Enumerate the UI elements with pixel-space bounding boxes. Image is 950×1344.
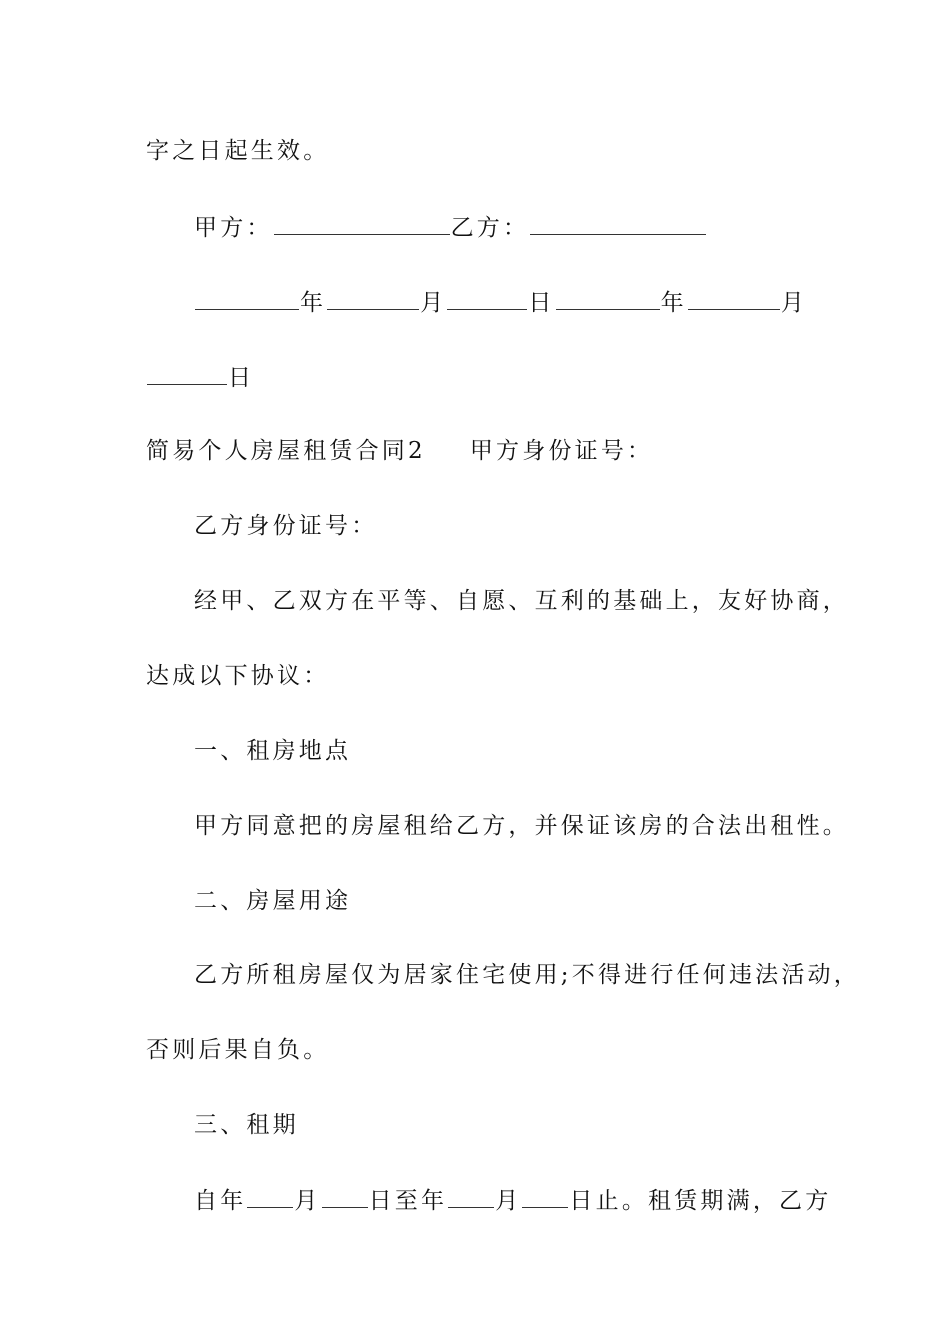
contract-title-line bbox=[146, 436, 653, 466]
preamble-line-cont bbox=[146, 661, 329, 691]
signature-line bbox=[194, 212, 707, 243]
section-1-title: 一、租房地点 bbox=[194, 738, 352, 764]
preamble-line bbox=[194, 586, 849, 616]
party-b-label: 乙方： bbox=[450, 215, 530, 241]
month-label-a: 月 bbox=[420, 290, 447, 316]
day-label-a: 日 bbox=[528, 290, 555, 316]
date-line-cont bbox=[146, 362, 254, 393]
section-3-heading bbox=[194, 1110, 299, 1140]
term-end-text: 日止。租赁期满，乙方 bbox=[569, 1188, 832, 1214]
term-from-month-label: 月 bbox=[294, 1188, 321, 1214]
section-2-text: 乙方所租房屋仅为居家住宅使用;不得进行任何违法活动， bbox=[194, 962, 860, 988]
year-blank-a bbox=[195, 287, 299, 310]
term-to-label: 日至年 bbox=[368, 1188, 448, 1214]
preamble-text: 经甲、乙双方在平等、自愿、互利的基础上，友好协商， bbox=[194, 588, 849, 614]
term-from-day-blank bbox=[322, 1185, 368, 1208]
year-blank-b bbox=[556, 287, 660, 310]
term-from-month-blank bbox=[247, 1185, 293, 1208]
section-1-text: 甲方同意把的房屋租给乙方，并保证该房的合法出租性。 bbox=[194, 813, 849, 839]
section-2-title: 二、房屋用途 bbox=[194, 888, 352, 914]
day-label-b: 日 bbox=[228, 365, 255, 391]
contract-title: 简易个人房屋租赁合同2 bbox=[146, 438, 426, 464]
party-b-blank bbox=[530, 212, 706, 235]
party-a-blank bbox=[274, 212, 450, 235]
day-blank-b bbox=[147, 362, 227, 385]
party-b-id-line bbox=[194, 511, 377, 541]
year-label-b: 年 bbox=[660, 290, 687, 316]
day-blank-a bbox=[447, 287, 527, 310]
month-blank-b bbox=[688, 287, 780, 310]
date-line bbox=[194, 287, 807, 318]
section-2-body bbox=[194, 960, 860, 990]
month-label-b: 月 bbox=[780, 290, 808, 316]
section-2-body-cont bbox=[146, 1035, 329, 1065]
section-2-heading bbox=[194, 886, 351, 916]
term-to-day-blank bbox=[522, 1185, 568, 1208]
section-3-title: 三、租期 bbox=[194, 1112, 299, 1138]
party-b-id-label: 乙方身份证号： bbox=[194, 513, 378, 539]
party-a-label: 甲方： bbox=[194, 215, 273, 241]
term-to-month-blank bbox=[448, 1185, 494, 1208]
section-2-text-cont: 否则后果自负。 bbox=[146, 1037, 330, 1063]
text-line-effective bbox=[146, 136, 329, 166]
year-label-a: 年 bbox=[300, 290, 327, 316]
month-blank-a bbox=[327, 287, 419, 310]
section-1-body bbox=[194, 811, 849, 841]
section-1-heading bbox=[194, 736, 351, 766]
effective-text: 字之日起生效。 bbox=[146, 138, 330, 164]
term-to-month-label: 月 bbox=[495, 1188, 522, 1214]
party-a-id-label: 甲方身份证号： bbox=[469, 438, 654, 464]
term-from-label: 自年 bbox=[194, 1188, 247, 1214]
preamble-text-cont: 达成以下协议： bbox=[146, 663, 330, 689]
section-3-body bbox=[194, 1185, 831, 1216]
